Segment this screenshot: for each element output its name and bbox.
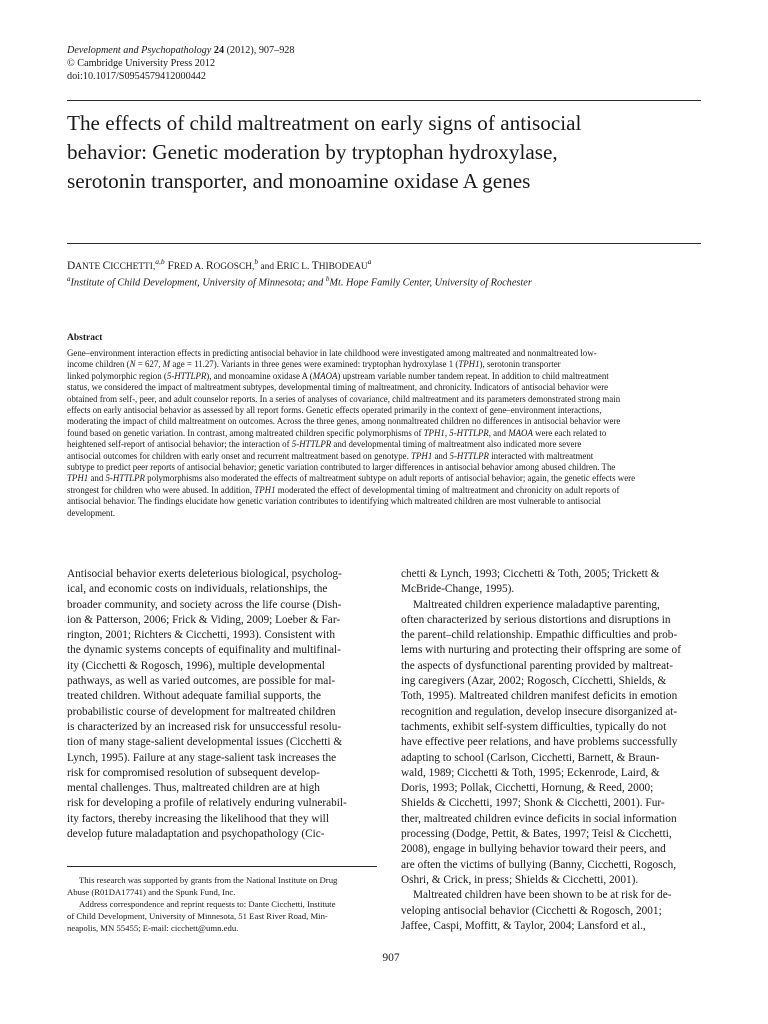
body-text-line: probabilistic course of development for maltreated children	[67, 705, 336, 718]
body-text-line: treated children. Without adequate familial supports, the	[67, 690, 322, 703]
body-column-right	[401, 567, 714, 934]
body-text-line: McBride-Change, 1995).	[401, 583, 515, 596]
body-text-line: often characterized by serious distortions and disruptions in	[401, 613, 671, 626]
abstract-line: antisocial behavior. The findings elucidate how genetic variation contributes to identifying which maltreated children are most vulnerable to antisocial	[67, 496, 601, 507]
author-conjunction: and	[258, 261, 277, 272]
body-text-line: Doris, 1993; Pollak, Cicchetti, Hornung, & Reed, 2000;	[401, 782, 654, 795]
abstract-line: strongest for children who were abused. In addition, TPH1 moderated the effect of developmental timing of maltreatment and chronicity on adult reports of	[67, 484, 620, 495]
body-text-line: is characterized by an increased risk for unsuccessful resolu-	[67, 720, 342, 733]
abstract-heading: Abstract	[67, 333, 103, 343]
journal-year-pages: (2012), 907–928	[224, 45, 295, 56]
body-text-line: develop future maladaptation and psychopathology (Cic-	[67, 828, 325, 841]
doi-line: doi:10.1017/S0954579412000442	[67, 71, 206, 82]
body-text-line: Lynch, 1995). Failure at any stage-salient task increases the	[67, 751, 337, 764]
affiliation-mark: a	[67, 275, 71, 283]
body-text-line: Maltreated children experience maladaptive parenting,	[413, 598, 660, 611]
author-name: ERIC L. THIBODEAU$^a$	[276, 257, 372, 272]
body-text-line: risk for developing a profile of relatively enduring vulnerabil-	[67, 797, 347, 810]
body-text-line: tion of many stage-salient developmental issues (Cicchetti &	[67, 736, 343, 749]
title-line: serotonin transporter, and monoamine oxidase A genes	[67, 169, 531, 193]
body-text-line: the parent–child relationship. Empathic difficulties and prob-	[401, 629, 678, 642]
title-line: behavior: Genetic moderation by tryptophan hydroxylase,	[67, 140, 558, 164]
body-text-line: adapting to school (Carlson, Cicchetti, Barnett, & Braun-	[401, 751, 660, 764]
body-text-line: wald, 1989; Cicchetti & Toth, 1995; Eckenrode, Laird, &	[401, 766, 660, 779]
body-text-line: processing (Dodge, Pettit, & Bates, 1997; Teisl & Cicchetti,	[401, 828, 672, 841]
body-text-line: Oshri, & Crick, in press; Shields & Cicchetti, 2001).	[401, 873, 639, 886]
body-text-line: mental challenges. Thus, maltreated children are at high	[67, 782, 320, 795]
header-divider	[67, 100, 701, 101]
abstract-line: found based on genetic variation. In contrast, among maltreated children specific polymorphisms of TPH1, 5-HTTLPR, and MAOA were each related to	[67, 427, 607, 438]
body-text-line: tachments, exhibit self-system difficulties, typically do not	[401, 720, 667, 733]
footnote-divider	[67, 866, 377, 867]
abstract-line: income children (N = 627, M age = 11.27). Variants in three genes were examined: tryptophan hydroxylase 1 (TPH1), serotonin transporter	[67, 359, 561, 370]
author-affiliations	[67, 272, 701, 290]
body-text-line: veloping antisocial behavior (Cicchetti & Rogosch, 2001;	[401, 904, 662, 917]
body-text-line: ion & Patterson, 2006; Frick & Viding, 2009; Loeber & Far-	[67, 613, 341, 626]
body-text-line: the aspects of dysfunctional parenting provided by maltreat-	[401, 659, 673, 672]
author-name: FRED A. ROGOSCH,$^b$	[167, 257, 259, 272]
body-text-line: ity (Cicchetti & Rogosch, 1996), multiple developmental	[67, 659, 325, 672]
body-text-line: broader community, and society across the life course (Dish-	[67, 598, 342, 611]
author-affiliation-mark: a	[367, 257, 372, 266]
journal-citation-line	[67, 44, 467, 57]
footnote-line: This research was supported by grants from the National Institute on Drug	[79, 875, 338, 885]
body-text-line: Maltreated children have been shown to be at risk for de-	[413, 889, 672, 902]
body-text-line: are often the victims of bullying (Banny, Cicchetti, Rogosch,	[401, 858, 677, 871]
author-affiliation-mark: a,b	[155, 257, 165, 266]
body-text-line: rington, 2001; Richters & Cicchetti, 1993). Consistent with	[67, 629, 335, 642]
body-text-line: have effective peer relations, and have problems successfully	[401, 736, 678, 749]
article-title	[67, 109, 687, 196]
title-line: The effects of child maltreatment on early signs of antisocial	[67, 111, 582, 135]
body-column-left	[67, 567, 381, 842]
body-text-line: 2008), engage in bullying behavior toward their peers, and	[401, 843, 666, 856]
author-name: DANTE CICCHETTI,$^{a,b}$	[67, 257, 165, 272]
body-text-line: chetti & Lynch, 1993; Cicchetti & Toth, 2005; Trickett &	[401, 568, 660, 580]
body-text-line: lems with nurturing and protecting their offspring are some of	[401, 644, 681, 657]
body-text-line: Antisocial behavior exerts deleterious biological, psycholog-	[67, 568, 342, 580]
footnotes	[67, 874, 381, 934]
title-divider	[67, 243, 701, 244]
abstract-line: antisocial outcomes for children with early onset and recurrent maltreatment based on genotype. TPH1 and 5-HTTLPR interacted with maltreatment	[67, 450, 594, 461]
abstract-line: moderating the impact of child maltreatment on outcomes. Across the three genes, among nonmaltreated children no differences in antisocial behavior were	[67, 416, 621, 427]
journal-volume: 24	[213, 45, 225, 56]
abstract-line: subtype to predict peer reports of antisocial behavior; genetic variation contributed to larger differences in antisocial behavior among abused children. The	[67, 462, 616, 473]
journal-name: Development and Psychopathology	[67, 45, 212, 56]
footnote-line: neapolis, MN 55455; E-mail: cicchett@umn.edu.	[67, 923, 239, 933]
abstract-line: Gene–environment interaction effects in predicting antisocial behavior in late childhood were investigated among maltreated and nonmaltreated low-	[67, 348, 597, 358]
abstract-line: effects on early antisocial behavior as assessed by all report forms. Genetic effects operated primarily in the context of gene–environment interactions,	[67, 405, 602, 416]
body-text-line: Shields & Cicchetti, 1997; Shonk & Cicchetti, 2001). Fur-	[401, 797, 665, 810]
footnote-line: of Child Development, University of Minnesota, 51 East River Road, Min-	[67, 911, 328, 921]
abstract-line: heightened self-report of antisocial behavior; the interaction of 5-HTTLPR and developmental timing of maltreatment also indicated more severe	[67, 439, 582, 450]
affiliation-mark: b	[325, 275, 330, 283]
abstract-body	[67, 348, 701, 519]
abstract-line: TPH1 and 5-HTTLPR polymorphisms also moderated the effects of maltreatment subtype on adult reports of antisocial behavior; again, the genetic effects were	[67, 473, 636, 484]
footnote-line: Address correspondence and reprint requests to: Dante Cicchetti, Institute	[79, 899, 336, 909]
body-text-line: the dynamic systems concepts of equifinality and multifinal-	[67, 644, 341, 657]
journal-citation-header	[67, 44, 467, 83]
body-text-line: ing caregivers (Azar, 2002; Rogosch, Cicchetti, Shields, &	[401, 675, 667, 688]
author-affiliation-mark: b	[254, 257, 259, 266]
abstract-line: status, we considered the impact of maltreatment subtypes, developmental timing of maltreatment, and chronicity. Indicators of antisocial behavior were	[67, 382, 609, 393]
abstract-line: linked polymorphic region (5-HTTLPR), and monoamine oxidase A (MAOA) upstream variable number tandem repeat. In addition to child maltreatment	[67, 370, 609, 381]
body-text-line: ical, and economic costs on individuals, relationships, the	[67, 583, 328, 596]
page-number: 907	[382, 952, 400, 964]
affiliation-text: Mt. Hope Family Center, University of Rochester	[329, 277, 532, 289]
affiliation-text: Institute of Child Development, University of Minnesota; and	[70, 277, 326, 289]
footnote-line: Abuse (R01DA17741) and the Spunk Fund, Inc.	[67, 887, 236, 897]
body-text-line: ity factors, thereby increasing the likelihood that they will	[67, 812, 329, 825]
body-text-line: risk for compromised resolution of subsequent develop-	[67, 766, 320, 779]
body-text-line: Toth, 1995). Maltreated children manifest deficits in emotion	[401, 690, 678, 703]
body-text-line: ther, maltreated children evince deficits in social information	[401, 812, 677, 825]
body-text-line: pathways, as well as varied outcomes, are possible for mal-	[67, 675, 336, 688]
abstract-line: development.	[67, 507, 116, 518]
copyright-line: © Cambridge University Press 2012	[67, 58, 216, 69]
abstract-line: obtained from self-, peer, and adult counselor reports. In a series of analyses of covariance, child maltreatment and its parameters demonstrated strong main	[67, 393, 621, 404]
body-text-line: Jaffee, Caspi, Moffitt, & Taylor, 2004; Lansford et al.,	[401, 919, 646, 932]
body-text-line: recognition and regulation, develop insecure disorganized at-	[401, 705, 678, 718]
